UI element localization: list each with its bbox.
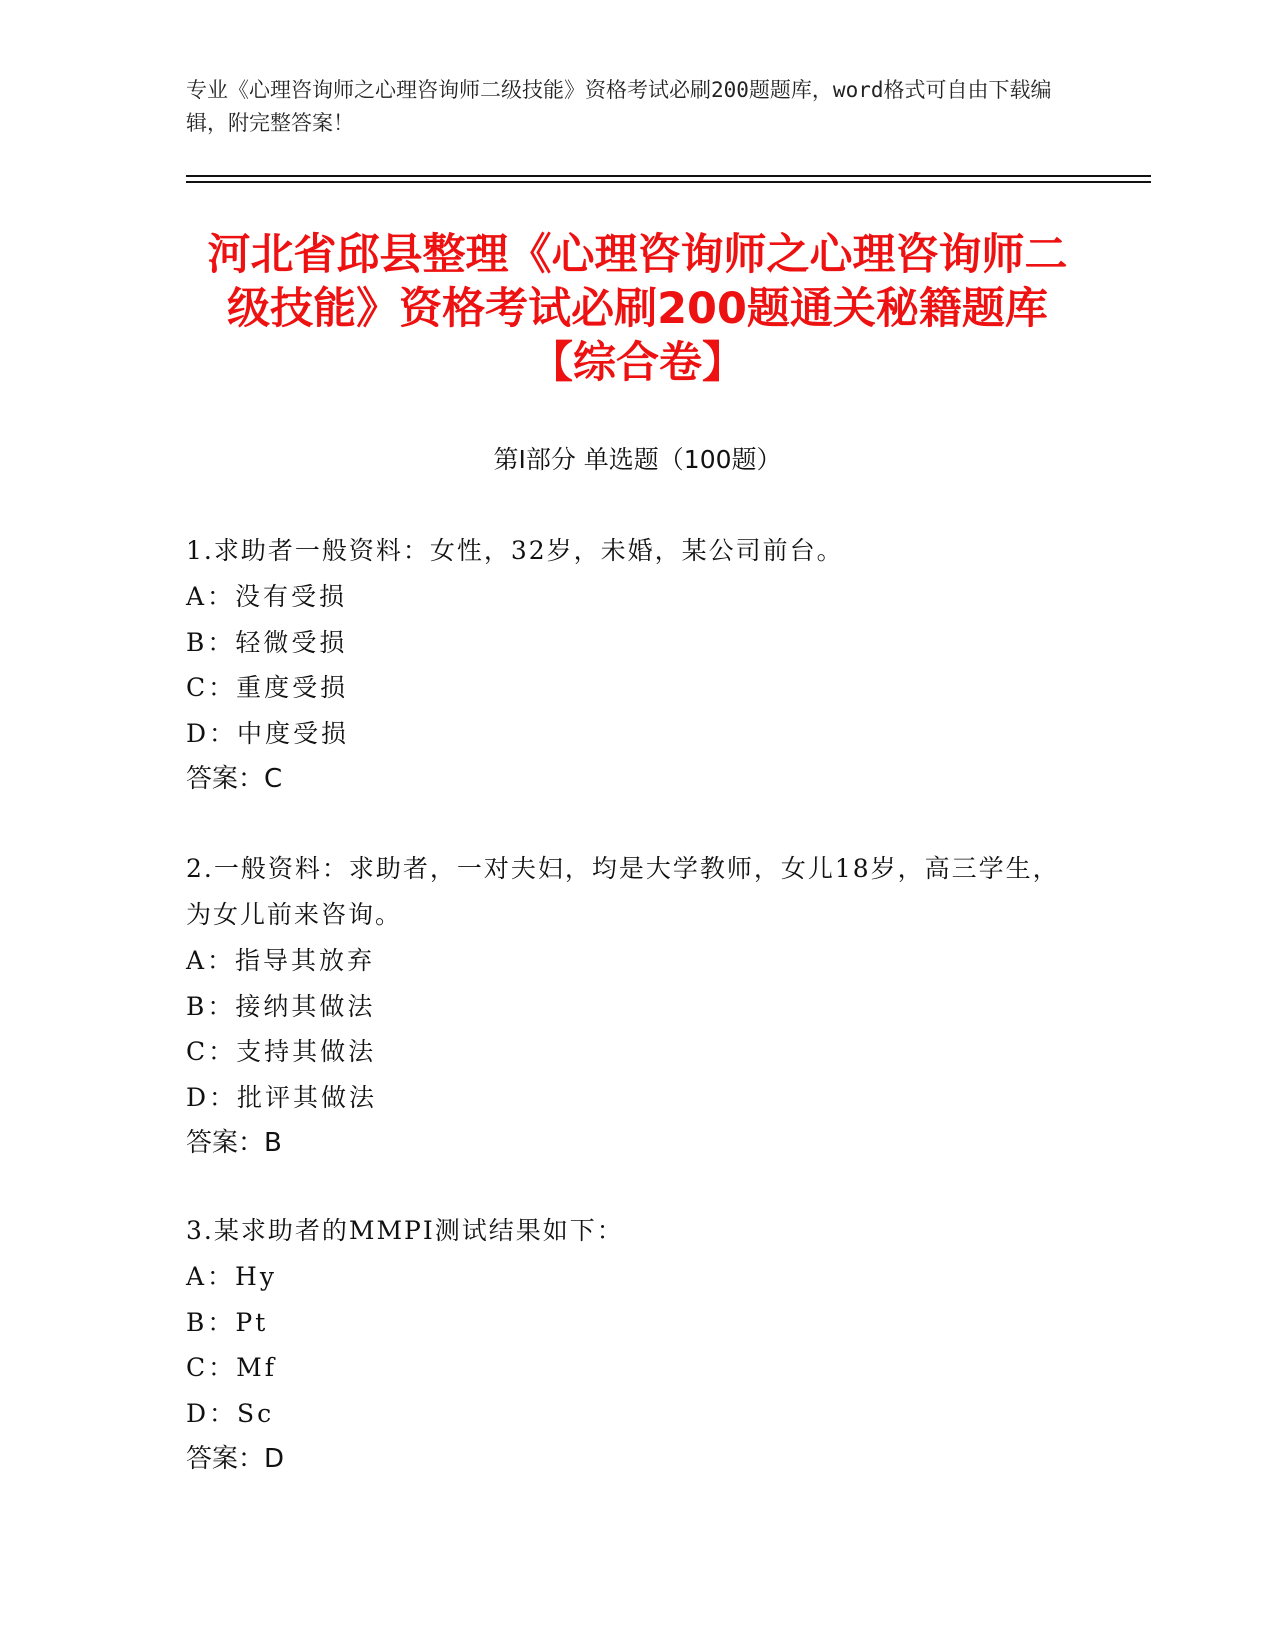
section-heading: 第Ⅰ部分 单选题（100题） [493, 445, 782, 474]
option-b: B：Pt [186, 1307, 269, 1337]
header-note: 专业《心理咨询师之心理咨询师二级技能》资格考试必刷200题题库，word格式可自由下载编辑，附完整答案！ [186, 78, 1052, 135]
header-rule-top [186, 175, 1151, 177]
question-stem: 1.求助者一般资料：女性，32岁，未婚，某公司前台。 [186, 536, 844, 565]
option-a: A：Hy [186, 1262, 277, 1291]
option-d: D：中度受损 [186, 718, 350, 748]
question-block [186, 1208, 1086, 1482]
option-b: B：轻微受损 [186, 627, 348, 657]
option-c: C：支持其做法 [186, 1037, 377, 1066]
option-d: D：批评其做法 [186, 1082, 378, 1112]
option-b: B：接纳其做法 [186, 991, 376, 1021]
question-block [186, 846, 1086, 1166]
option-a: A：没有受损 [186, 582, 348, 611]
question-stem: 2.一般资料：求助者，一对夫妇，均是大学教师，女儿18岁，高三学生，为女儿前来咨询。 [186, 854, 1060, 929]
answer-line: 答案：D [186, 1444, 285, 1474]
option-c: C：重度受损 [186, 673, 349, 702]
answer-line: 答案：B [186, 1128, 282, 1158]
answer-line: 答案：C [186, 764, 283, 794]
option-d: D：Sc [186, 1398, 275, 1428]
document-title: 河北省邱县整理《心理咨询师之心理咨询师二级技能》资格考试必刷200题通关秘籍题库【综合卷】 [207, 230, 1068, 388]
header-rule-bottom [186, 181, 1151, 183]
question-stem: 3.某求助者的MMPI测试结果如下： [186, 1216, 624, 1245]
option-c: C：Mf [186, 1353, 277, 1382]
question-block [186, 528, 1086, 802]
option-a: A：指导其放弃 [186, 946, 376, 975]
